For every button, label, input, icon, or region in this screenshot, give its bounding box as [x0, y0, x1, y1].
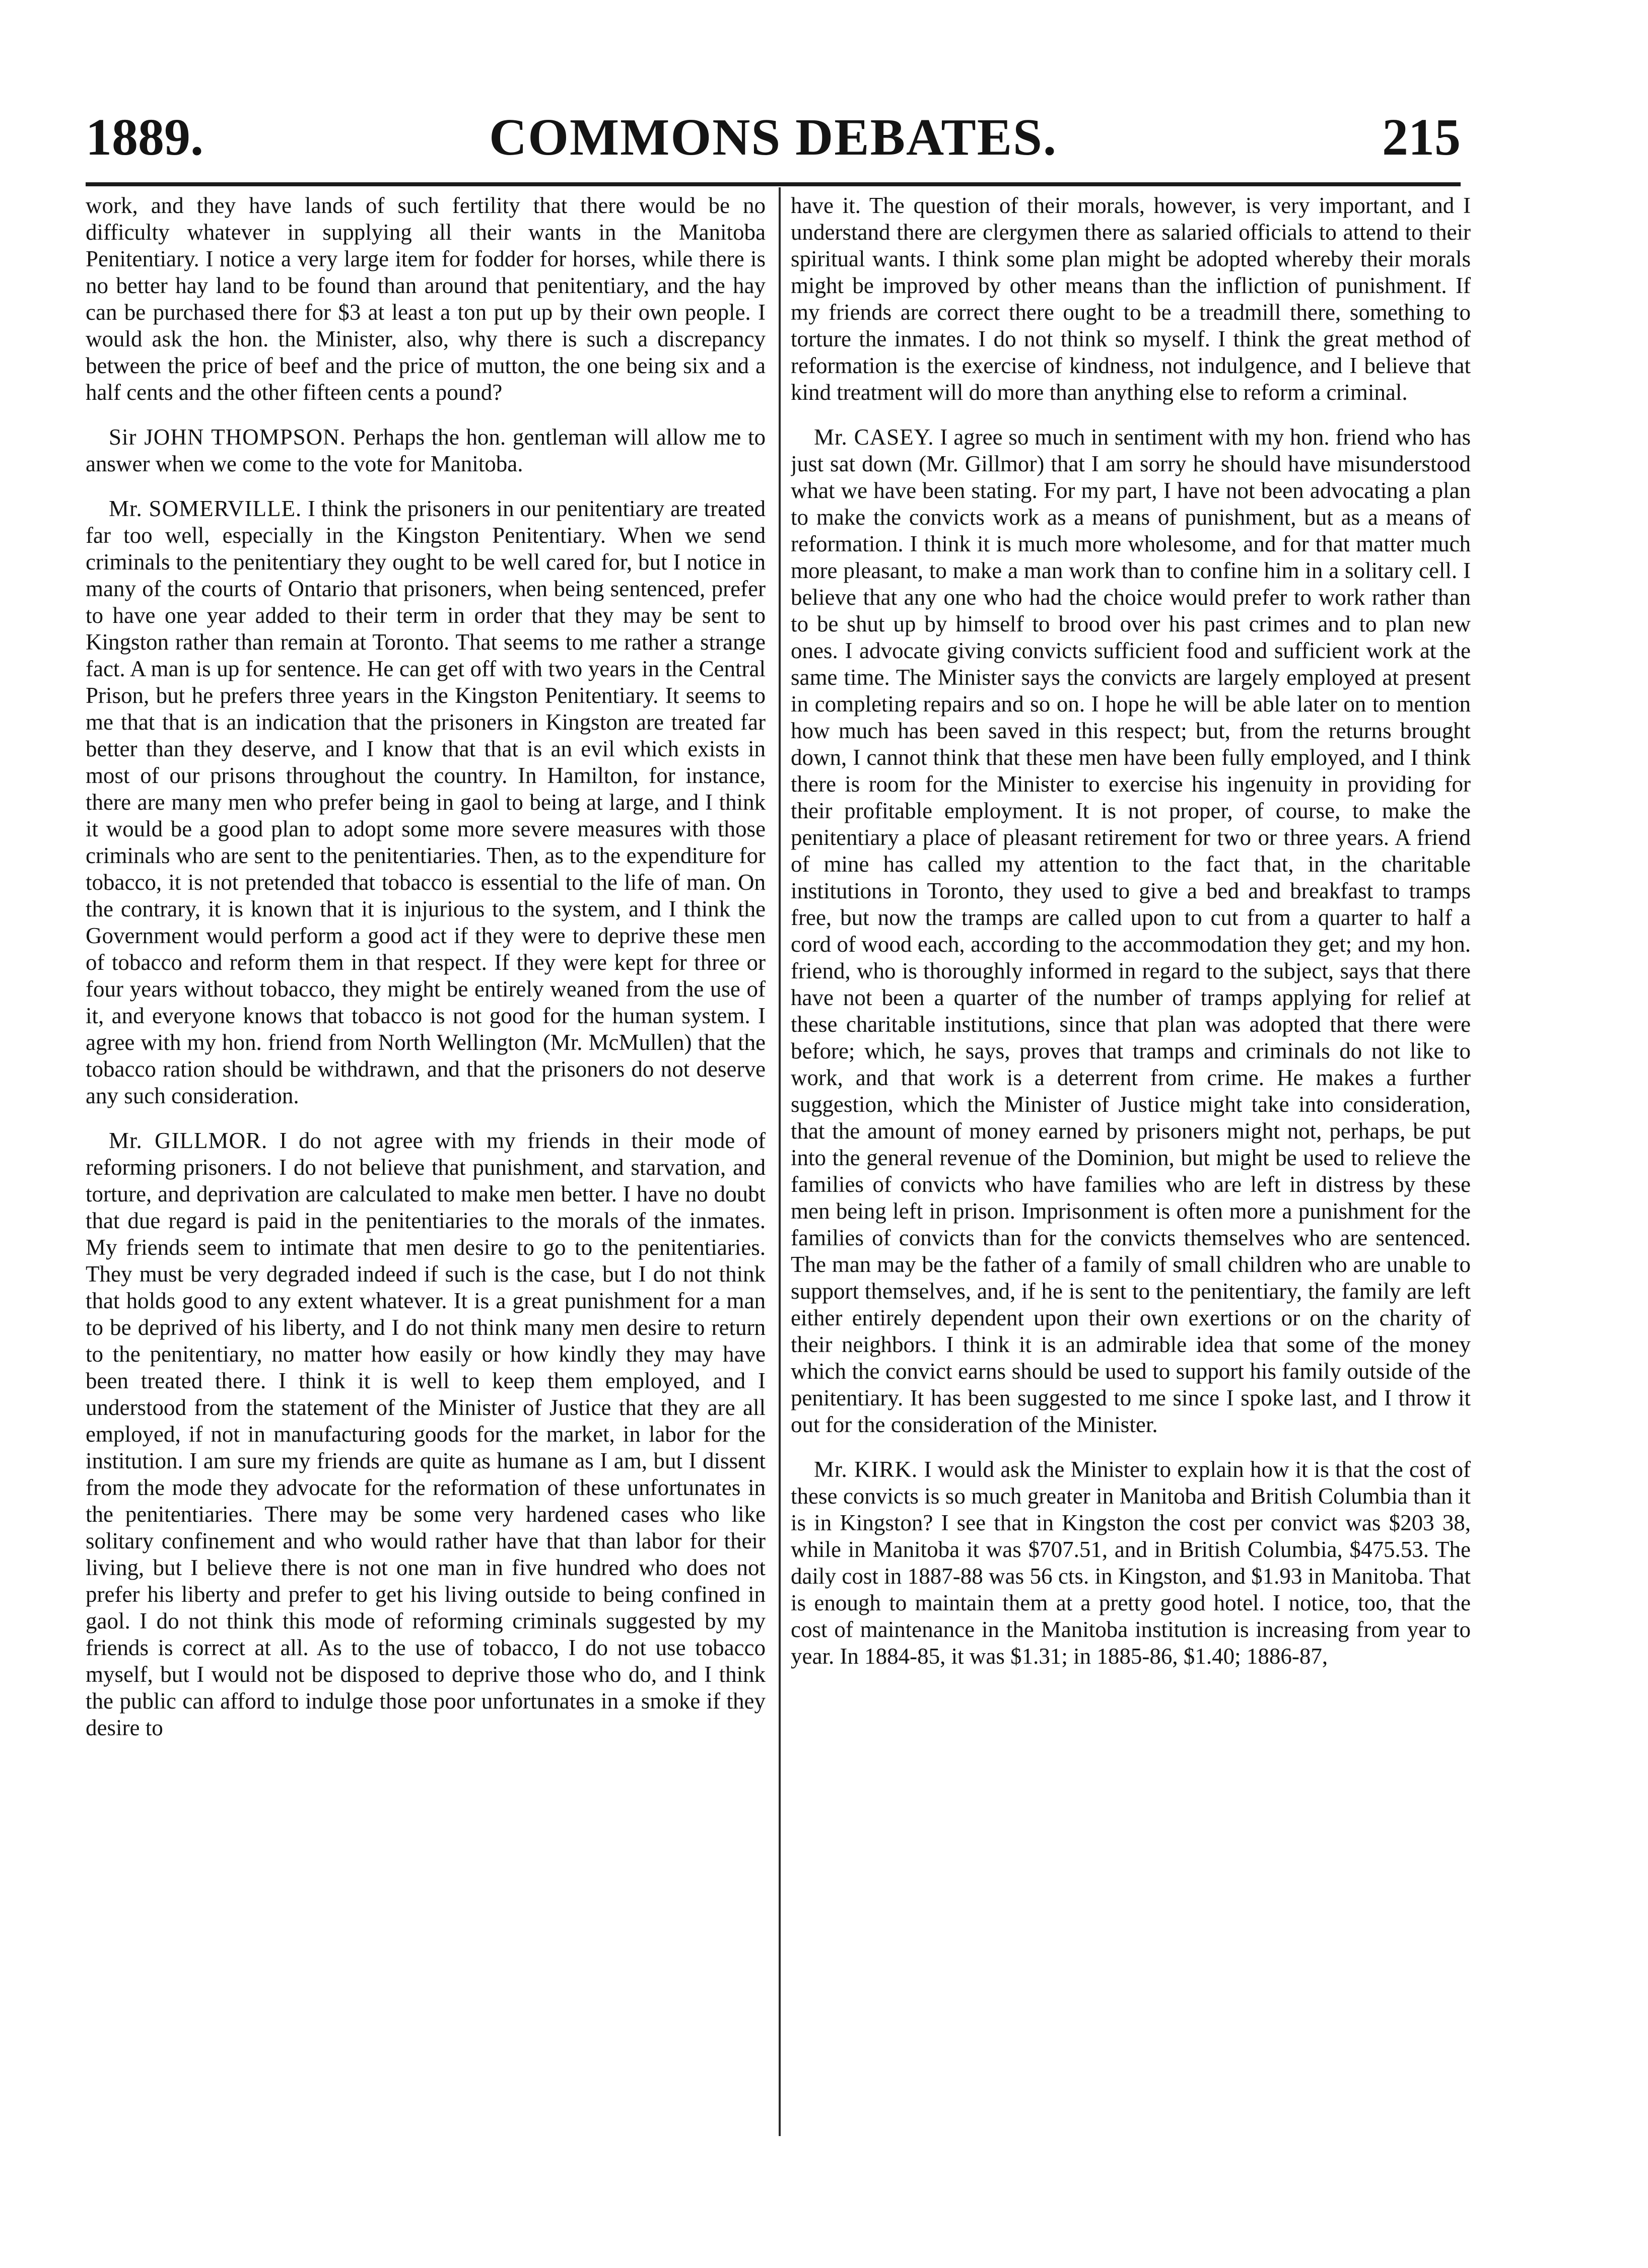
paragraph [86, 1127, 766, 1741]
speaker-name: Mr. GILLMOR. [109, 1128, 268, 1153]
paragraph-text: I do not agree with my friends in their mode of reforming prisoners. I do not believe that punishment, and starvation, and torture, and deprivation are calculated to make men better. I have no doubt that due regard is paid in the penitentiaries to the morals of the inmates. My friends seem to intimate that men desire to go to the penitentiaries. They must be very degraded indeed if such is the case, but I do not think that holds good to any extent whatever. It is a great punishment for a man to be deprived of his liberty, and I do not think many men desire to return to the penitentiary, no matter how easily or how kindly they may have been treated there. I think it is well to keep them employed, and I understood from the statement of the Minister of Justice that they are all employed, if not in manufacturing goods for the market, in labor for the institution. I am sure my friends are quite as humane as I am, but I dissent from the mode they advocate for the reformation of these unfortunates in the penitentiaries. There may be some very hardened cases who like solitary confinement and who would rather have that than labor for their living, but I believe there is not one man in five hundred who does not prefer his liberty and prefer to get his living outside to being confined in gaol. I do not think this mode of reforming criminals suggested by my friends is correct at all. As to the use of tobacco, I do not use tobacco myself, but I would not be disposed to deprive those who do, and I think the public can afford to indulge those poor unfortunates in a smoke if they desire to [86, 1128, 766, 1740]
paragraph-text: work, and they have lands of such fertility that there would be no difficulty whatever in supplying all their wants in the Manitoba Penitentiary. I notice a very large item for fodder for horses, while there is no better hay land to be found than around that penitentiary, and the hay can be purchased there for $3 at least a ton put up by their own people. I would ask the hon. the Minister, also, why there is such a discrepancy between the price of beef and the price of mutton, the one being six and a half cents and the other fifteen cents a pound? [86, 193, 766, 405]
paragraph [86, 192, 766, 406]
paragraph-text: I would ask the Minister to explain how it is that the cost of these convicts is so much greater in Manitoba and British Columbia than it is in Kingston? I see that in Kingston the cost per convict was $203 38, while in Manitoba it was $707.51, and in British Columbia, $475.53. The daily cost in 1887-88 was 56 cts. in Kingston, and $1.93 in Manitoba. That is enough to maintain them at a pretty good hotel. I notice, too, that the cost of maintenance in the Manitoba institution is increasing from year to year. In 1884-85, it was $1.31; in 1885-86, $1.40; 1886-87, [791, 1457, 1471, 1669]
speaker-name: Sir JOHN THOMPSON. [109, 424, 346, 450]
paragraph [791, 424, 1471, 1438]
header-rule [86, 182, 1461, 186]
speaker-name: Mr. SOMERVILLE. [109, 496, 302, 521]
left-column [86, 192, 766, 2136]
column-divider [779, 187, 781, 2136]
paragraph [791, 192, 1471, 406]
header-page-number: 215 [1382, 108, 1461, 166]
paragraph-text: Perhaps the hon. gentleman will allow me to answer when we come to the vote for Manitoba. [86, 424, 766, 476]
paragraph-text: I agree so much in sentiment with my hon. friend who has just sat down (Mr. Gillmor) that I am sorry he should have misunderstood what we have been stating. For my part, I have not been advocating a plan to make the convicts work as a means of punishment, but as a means of reformation. I think it is much more wholesome, and for that matter much more pleasant, to make a man work than to confine him in a solitary cell. I believe that any one who had the choice would prefer to work rather than to be shut up by himself to brood over his past crimes and to plan new ones. I advocate giving convicts sufficient food and sufficient work at the same time. The Minister says the convicts are largely employed at present in completing repairs and so on. I hope he will be able later on to mention how much has been saved in this respect; but, from the returns brought down, I cannot think that these men have been fully employed, and I think there is room for the Minister to exercise his ingenuity in providing for their profitable employment. It is not proper, of course, to make the penitentiary a place of pleasant retirement for two or three years. A friend of mine has called my attention to the fact that, in the charitable institutions in Toronto, they used to give a bed and breakfast to tramps free, but now the tramps are called upon to cut from a quarter to half a cord of wood each, according to the accommodation they get; and my hon. friend, who is thoroughly informed in regard to the subject, says that there have not been a quarter of the number of tramps applying for relief at these charitable institutions, since that plan was adopted that there were before; which, he says, proves that tramps and criminals do not like to work, and that work is a deterrent from crime. He makes a further suggestion, which the Minister of Justice might take into consideration, that the amount of money earned by prisoners might not, perhaps, be put into the general revenue of the Dominion, but might be used to relieve the families of convicts who have families who are left in distress by these men being left in prison. Imprisonment is often more a punishment for the families of convicts than for the convicts themselves who are sentenced. The man may be the father of a family of small children who are unable to support themselves, and, if he is sent to the penitentiary, the family are left either entirely dependent upon their own exertions or on the charity of their neighbors. I think it is an admirable idea that some of the money which the convict earns should be used to support his family outside of the penitentiary. It has been suggested to me since I spoke last, and I throw it out for the consideration of the Minister. [791, 424, 1471, 1437]
paragraph [86, 495, 766, 1109]
paragraph-text: I think the prisoners in our penitentiary are treated far too well, especially in the Kingston Penitentiary. When we send criminals to the penitentiary they ought to be well cared for, but I notice in many of the courts of Ontario that prisoners, when being sentenced, prefer to have one year added to their term in order that they may be sent to Kingston rather than remain at Toronto. That seems to me rather a strange fact. A man is up for sentence. He can get off with two years in the Central Prison, but he prefers three years in the Kingston Penitentiary. It seems to me that that is an indication that the prisoners in Kingston are treated far better than they deserve, and I know that that is an evil which exists in most of our prisons throughout the country. In Hamilton, for instance, there are many men who prefer being in gaol to being at large, and I think it would be a good plan to adopt some more severe measures with those criminals who are sent to the penitentiaries. Then, as to the expenditure for tobacco, it is not pretended that tobacco is essential to the life of man. On the contrary, it is known that it is injurious to the system, and I think the Government would perform a good act if they were to deprive these men of tobacco and reform them in that respect. If they were kept for three or four years without tobacco, they might be entirely weaned from the use of it, and everyone knows that tobacco is not good for the human system. I agree with my hon. friend from North Wellington (Mr. McMullen) that the tobacco ration should be withdrawn, and that the prisoners do not deserve any such consideration. [86, 496, 766, 1108]
paragraph [86, 424, 766, 477]
speaker-name: Mr. KIRK. [814, 1457, 918, 1482]
right-column [791, 192, 1471, 2136]
page-header [86, 105, 1461, 180]
speaker-name: Mr. CASEY. [814, 424, 934, 450]
paragraph [791, 1456, 1471, 1670]
paragraph-text: have it. The question of their morals, however, is very important, and I understand there are clergymen there as salaried officials to attend to their spiritual wants. I think some plan might be adopted whereby their morals might be improved by other means than the infliction of punishment. If my friends are correct there ought to be a treadmill there, something to torture the inmates. I do not think so myself. I think the great method of reformation is the exercise of kindness, not indulgence, and I believe that kind treatment will do more than anything else to reform a criminal. [791, 193, 1471, 405]
header-title: COMMONS DEBATES. [489, 108, 1057, 166]
header-year: 1889. [86, 108, 203, 166]
